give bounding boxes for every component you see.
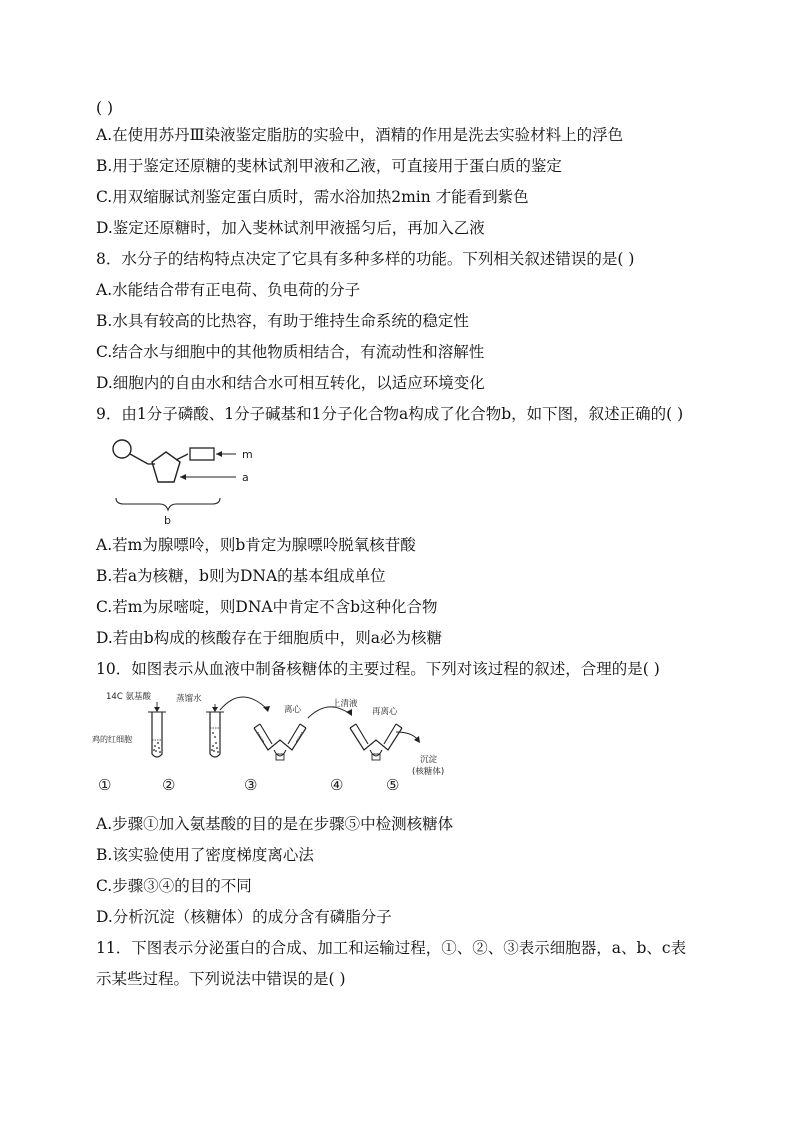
step-label-1: ① [98,776,112,794]
q10-option-c: C.步骤③④的目的不同 [96,877,252,895]
tube-step-2 [206,704,224,757]
q10-option-b: B.该实验使用了密度梯度离心法 [96,846,314,864]
centrifuge-step-5 [350,724,402,760]
label-amino-acid: 14C 氨基酸 [106,692,151,702]
tube-step-1 [148,702,166,757]
q10-option-a: A.步骤①加入氨基酸的目的是在步骤⑤中检测核糖体 [96,815,454,833]
q8-option-c: C.结合水与细胞中的其他物质相结合，有流动性和溶解性 [96,343,485,361]
base-rectangle [190,448,214,460]
q9-option-a: A.若m为腺嘌呤，则b肯定为腺嘌呤脱氧核苷酸 [96,536,416,554]
label-precipitate: 沉淀 [420,755,438,765]
q10-option-d: D.分析沉淀（核糖体）的成分含有磷脂分子 [96,908,392,926]
q9-option-b: B.若a为核糖，b则为DNA的基本组成单位 [96,567,386,585]
q8-option-b: B.水具有较高的比热容，有助于维持生命系统的稳定性 [96,312,469,330]
step-label-4: ④ [330,776,344,794]
label-centrifuge: 离心 [284,705,302,715]
label-b: b [164,514,171,526]
phosphate-circle [113,440,131,458]
q7-option-b: B.用于鉴定还原糖的斐林试剂甲液和乙液，可直接用于蛋白质的鉴定 [96,157,562,175]
q9-option-c: C.若m为尿嘧啶，则DNA中肯定不含b这种化合物 [96,598,438,616]
label-distilled-water: 蒸馏水 [176,694,202,704]
step-label-3: ③ [244,776,258,794]
q9-stem: 9．由1分子磷酸、1分子碱基和1分子化合物a构成了化合物b，如下图，叙述正确的( ) [96,405,684,423]
q9-option-d: D.若由b构成的核酸存在于细胞质中，则a必为核糖 [96,629,442,647]
q11-stem-line1: 11．下图表示分泌蛋白的合成、加工和运输过程，①、②、③表示细胞器，a、b、c表 [96,939,687,957]
q8-option-a: A.水能结合带有正电荷、负电荷的分子 [96,281,361,299]
label-recentrifuge: 再离心 [372,707,398,717]
q8-option-d: D.细胞内的自由水和结合水可相互转化，以适应环境变化 [96,374,485,392]
label-a: a [242,471,249,484]
label-ribosome: (核糖体) [412,767,445,777]
q11-stem-line2: 示某些过程。下列说法中错误的是( ) [96,970,346,988]
q9-nucleotide-diagram [108,434,278,526]
label-m: m [242,448,253,461]
label-red-cells: 鸡的红细胞 [92,735,132,744]
step-label-5: ⑤ [386,776,400,794]
q10-stem: 10．如图表示从血液中制备核糖体的主要过程。下列对该过程的叙述，合理的是( ) [96,660,660,678]
sugar-pentagon [152,452,180,482]
centrifuge-step-3 [254,724,306,760]
brace-b [116,498,220,510]
label-supernatant: 上清液 [332,699,358,709]
q7-option-c: C.用双缩脲试剂鉴定蛋白质时，需水浴加热2min 才能看到紫色 [96,188,529,206]
q7-option-a: A.在使用苏丹Ⅲ染液鉴定脂肪的实验中，酒精的作用是洗去实验材料上的浮色 [96,126,624,144]
q10-process-diagram [92,688,452,794]
step-label-2: ② [162,776,176,794]
q8-stem: 8．水分子的结构特点决定了它具有多种多样的功能。下列相关叙述错误的是( ) [96,250,635,268]
q7-option-d: D.鉴定还原糖时，加入斐林试剂甲液摇匀后，再加入乙液 [96,219,485,237]
q7-answer-bracket: ( ) [96,99,114,117]
